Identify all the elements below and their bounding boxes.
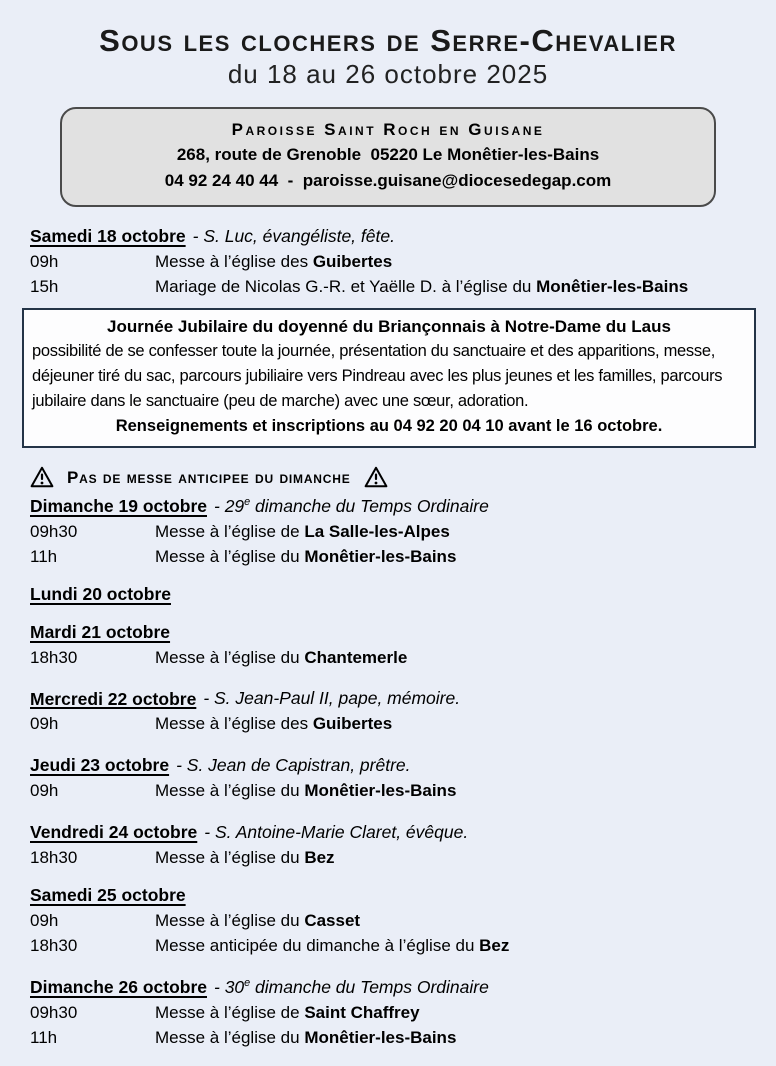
day-name: Dimanche 19 octobre [30,495,207,516]
day-feast [176,755,410,775]
event-description [155,544,456,569]
feast-text: - S. Jean de Capistran, prêtre. [176,755,411,776]
day-feast [214,977,489,997]
event-row [30,711,748,736]
event-row [30,1025,748,1050]
day-section-mardi-21 [30,620,748,670]
feast-text: - S. Jean-Paul II, pape, mémoire. [203,688,461,709]
jubilee-announcement-box [22,308,756,448]
day-section-mercredi-22 [30,683,748,737]
event-place: Monêtier-les-Bains [304,781,457,801]
parish-name: Paroisse Saint Roch en Guisane [231,120,545,139]
day-feast [193,226,395,246]
event-row [30,519,748,544]
event-time: 09h [30,781,59,801]
day-name: Jeudi 23 octobre [30,755,170,776]
event-text-part: Messe à l’église de [155,521,305,541]
day-feast [214,496,489,516]
day-feast [204,822,468,842]
event-place: Casset [304,911,361,931]
event-place: Bez [304,848,335,868]
day-heading [30,582,748,607]
warning-text: Pas de messe anticipee du dimanche [67,467,351,487]
event-time: 09h30 [30,521,78,541]
event-place: La Salle-les-Alpes [304,521,450,541]
event-time: 15h [30,276,59,296]
event-text-part: Messe à l’église du [155,848,305,868]
day-section-jeudi-23 [30,749,748,803]
warning-row [30,465,748,490]
event-time: 09h [30,714,59,734]
day-name: Mercredi 22 octobre [30,688,197,709]
parish-address: 268, route de Grenoble 05220 Le Monêtier-les-Bains [176,145,600,164]
event-time: 09h [30,251,59,271]
day-heading [30,816,748,845]
event-place: Guibertes [312,714,393,734]
event-description [155,933,509,958]
event-description [155,908,360,933]
event-description [155,778,456,803]
event-place: Guibertes [312,251,393,271]
event-row [30,249,748,274]
day-section-samedi-25 [30,883,748,958]
event-row [30,544,748,569]
event-place: Monêtier-les-Bains [304,546,457,566]
day-name: Vendredi 24 octobre [30,822,198,843]
event-description [155,645,407,670]
warning-triangle-icon [30,466,54,488]
event-place: Chantemerle [304,647,408,667]
schedule-content-continued [30,465,748,1050]
event-place: Saint Chaffrey [304,1002,420,1022]
schedule-content [30,220,748,299]
event-text-part: Messe anticipée du dimanche à l’église du [155,936,480,956]
day-heading [30,490,748,519]
event-row [30,845,748,870]
event-text-part: Messe à l’église du [155,781,305,801]
day-section-vendredi-24 [30,816,748,870]
feast-text: - S. Luc, évangéliste, fête. [192,225,395,246]
feast-text: - 30 [214,976,245,997]
day-heading [30,883,748,908]
day-name: Mardi 21 octobre [30,621,171,642]
event-place: Monêtier-les-Bains [304,1027,457,1047]
event-time: 09h30 [30,1002,78,1022]
day-section-lundi-20 [30,582,748,607]
warning-triangle-icon [364,466,388,488]
page-title: Sous les clochers de Serre-Chevalier [99,23,677,58]
feast-superscript: e [244,495,251,508]
page-subtitle: du 18 au 26 octobre 2025 [227,59,549,89]
parish-info-box [60,107,716,207]
event-row [30,274,748,299]
event-time: 11h [30,546,58,566]
day-heading [30,620,748,645]
event-description [155,249,392,274]
day-feast [203,688,460,708]
event-description [155,845,335,870]
day-section-samedi-18 [30,220,748,299]
feast-text: - 29 [214,495,245,516]
day-name: Lundi 20 octobre [30,583,171,604]
event-description [155,274,688,299]
event-row [30,1000,748,1025]
event-time: 18h30 [30,848,78,868]
event-text-part: Messe à l’église du [155,1027,305,1047]
event-text-part: Mariage de Nicolas G.-R. et Yaëlle D. à l’église du [155,276,537,296]
day-heading [30,683,748,712]
event-description [155,1000,420,1025]
day-section-dimanche-26 [30,971,748,1050]
day-name: Samedi 25 octobre [30,885,186,906]
event-description [155,1025,456,1050]
day-heading [30,749,748,778]
day-name: Dimanche 26 octobre [30,976,207,997]
event-description [155,519,450,544]
event-text-part: Messe à l’église du [155,911,305,931]
jubilee-title: Journée Jubilaire du doyenné du Briançonnais à Notre-Dame du Laus [107,316,671,336]
event-time: 11h [30,1027,58,1047]
event-place: Monêtier-les-Bains [536,276,689,296]
feast-superscript: e [244,977,251,990]
event-time: 18h30 [30,647,78,667]
jubilee-footer: Renseignements et inscriptions au 04 92 20 04 10 avant le 16 octobre. [115,416,663,435]
day-name: Samedi 18 octobre [30,225,186,246]
event-row [30,645,748,670]
feast-text-rest: dimanche du Temps Ordinaire [250,495,489,516]
parish-contact: 04 92 24 40 44 - paroisse.guisane@diocesedegap.com [164,171,612,190]
event-text-part: Messe à l’église du [155,647,305,667]
day-heading [30,971,748,1000]
event-place: Bez [479,936,510,956]
event-row [30,908,748,933]
event-time: 18h30 [30,936,78,956]
event-text-part: Messe à l’église des [155,714,313,734]
event-text-part: Messe à l’église de [155,1002,305,1022]
event-description [155,711,392,736]
event-text-part: Messe à l’église des [155,251,313,271]
event-row [30,778,748,803]
day-heading [30,220,748,249]
feast-text-rest: dimanche du Temps Ordinaire [250,976,489,997]
event-row [30,933,748,958]
jubilee-body: possibilité de se confesser toute la journée, présentation du sanctuaire et des apparitions, messe, déjeuner tiré du sac, parcours jubiliaire vers Pindreau avec les plus jeunes et les familles, parcours jubilaire dans le sanctuaire (peu de marche) avec une sœur, adoration. [32,341,723,410]
event-time: 09h [30,911,59,931]
event-text-part: Messe à l’église du [155,546,305,566]
day-section-dimanche-19 [30,490,748,569]
feast-text: - S. Antoine-Marie Claret, évêque. [204,822,469,843]
